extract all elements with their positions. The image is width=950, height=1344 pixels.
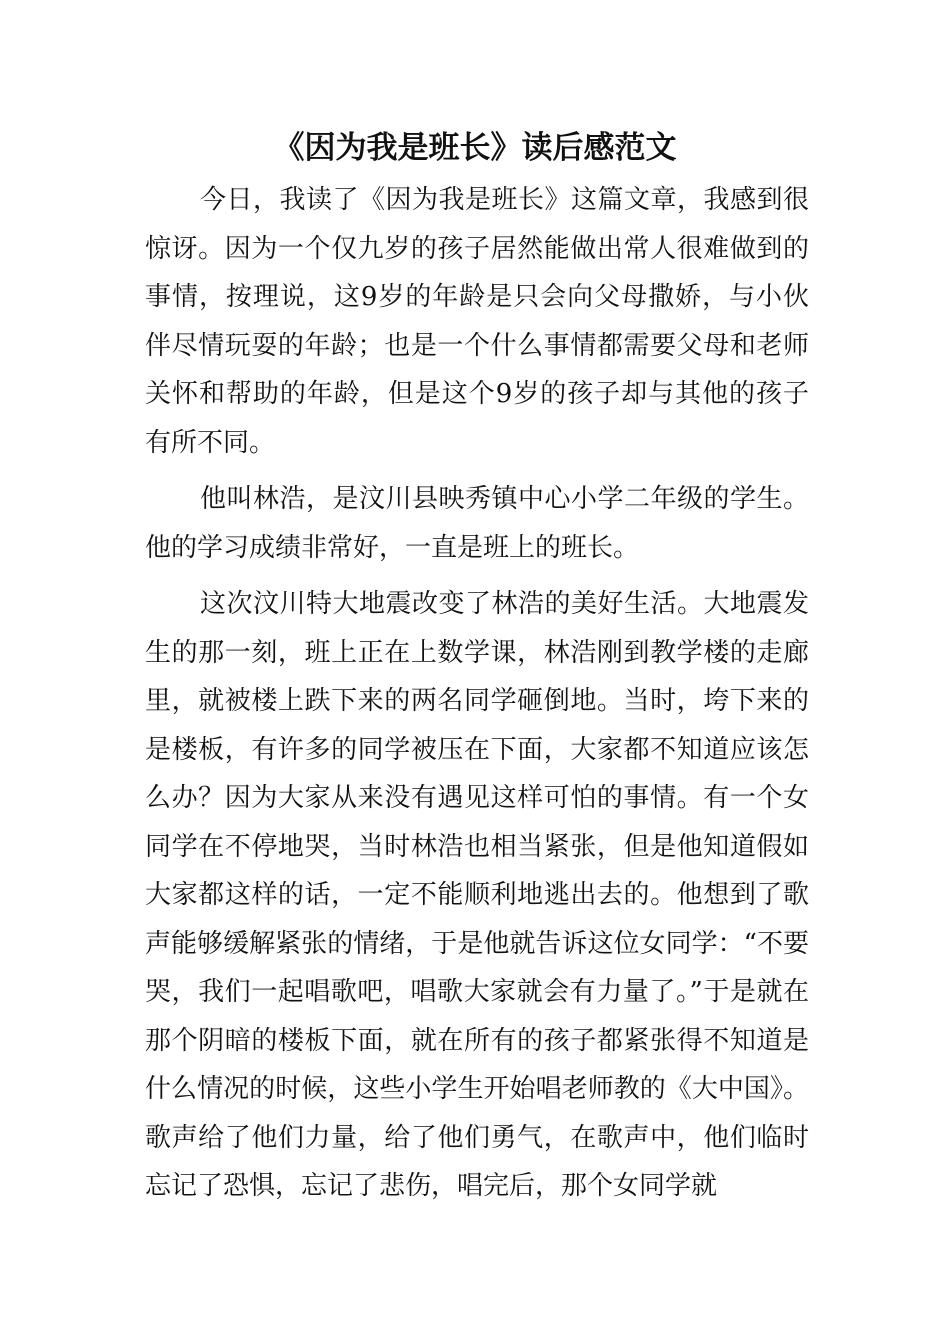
paragraph-lin-hao: 他叫林浩，是汶川县映秀镇中心小学二年级的学生。他的学习成绩非常好，一直是班上的班长。 [145, 484, 809, 563]
document-title: 《因为我是班长》读后感范文 [273, 130, 677, 166]
document-body [145, 176, 809, 1219]
paragraph-earthquake: 这次汶川特大地震改变了林浩的美好生活。大地震发生的那一刻，班上正在上数学课，林浩刚到教学楼的走廊里，就被楼上跌下来的两名同学砸倒地。当时，垮下来的是楼板，有许多的同学被压在下面，大家都不知道应该怎么办？因为大家从来没有遇见这样可怕的事情。有一个女同学在不停地哭，当时林浩也相当紧张，但是他知道假如大家都这样的话，一定不能顺利地逃出去的。他想到了歌声能够缓解紧张的情绪，于是他就告诉这位女同学：“不要哭，我们一起唱歌吧，唱歌大家就会有力量了。”于是就在那个阴暗的楼板下面，就在所有的孩子都紧张得不知道是什么情况的时候，这些小学生开始唱老师教的《大中国》。歌声给了他们力量，给了他们勇气，在歌声中，他们临时忘记了恐惧，忘记了悲伤，唱完后，那个女同学就 [145, 589, 809, 1201]
paragraph-intro: 今日，我读了《因为我是班长》这篇文章，我感到很惊讶。因为一个仅九岁的孩子居然能做出常人很难做到的事情，按理说，这9岁的年龄是只会向父母撒娇，与小伙伴尽情玩耍的年龄；也是一个什么事情都需要父母和老师关怀和帮助的年龄，但是这个9岁的孩子却与其他的孩子有所不同。 [145, 185, 809, 458]
